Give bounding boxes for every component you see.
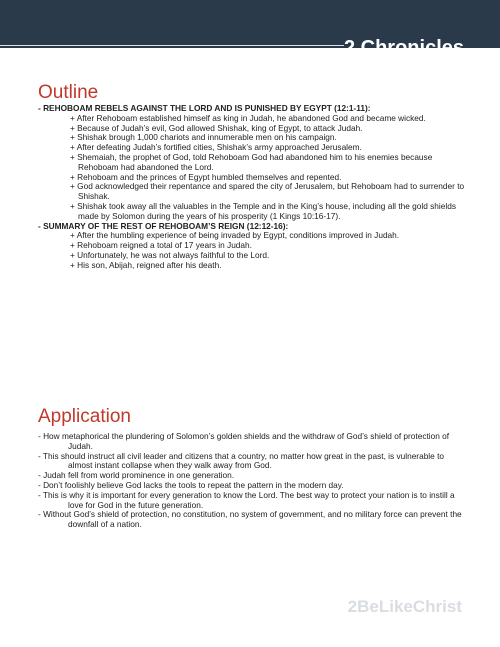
outline-item: + Because of Judah’s evil, God allowed Shishak, king of Egypt, to attack Judah.: [70, 122, 363, 133]
header-divider-line: [0, 45, 344, 46]
outline-item: + Unfortunately, he was not always faithful to the Lord.: [70, 249, 270, 260]
application-title: Application: [38, 406, 131, 427]
book-title: 2 Chronicles: [343, 37, 464, 59]
outline-item: + His son, Abijah, reigned after his death.: [70, 259, 222, 270]
outline-item: + Shemaiah, the prophet of God, told Rehoboam God had abandoned him to his enemies because Rehoboam had abandoned the Lord.: [70, 151, 433, 172]
application-item: - Without God’s shield of protection, no constitution, no system of government, and no military force can prevent the downfall of a nation.: [38, 509, 462, 530]
application-item: - Don’t foolishly believe God lacks the tools to repeat the pattern in the modern day.: [38, 479, 344, 490]
outline-item: + Shishak took away all the valuables in the Temple and in the King’s house, including all the gold shields made by Solomon during the years of his prosperity (1 Kings 10:16-17).: [70, 200, 456, 221]
application-content: [38, 432, 468, 530]
application-item: - Judah fell from world prominence in one generation.: [38, 470, 235, 481]
application-item: - How metaphorical the plundering of Solomon’s golden shields and the withdraw of God’s shield of protection of Judah.: [38, 431, 450, 451]
outline-heading-2: - SUMMARY OF THE REST OF REHOBOAM’S REIGN (12:12-16):: [38, 220, 289, 231]
outline-item: + After Rehoboam established himself as king in Judah, he abandoned God and became wicked.: [70, 112, 426, 123]
application-item: - This is why it is important for every generation to know the Lord. The best way to protect your nation is to instill a love for God in the future generation.: [38, 489, 455, 510]
outline-item: + After the humbling experience of being invaded by Egypt, conditions improved in Judah.: [70, 230, 400, 241]
outline-heading-1: - REHOBOAM REBELS AGAINST THE LORD AND IS PUNISHED BY EGYPT (12:1-11):: [38, 103, 371, 113]
outline-title: Outline: [38, 82, 99, 103]
outline-item: + Shishak brough 1,000 chariots and innumerable men on his campaign.: [70, 132, 337, 143]
watermark-logo: 2BeLikeChrist: [347, 597, 462, 616]
outline-item: + God acknowledged their repentance and spared the city of Jerusalem, but Rehoboam had to surrender to Shishak.: [70, 181, 465, 202]
outline-item: + Rehoboam and the princes of Egypt humbled themselves and repented.: [70, 171, 342, 182]
application-item: - This should instruct all civil leader and citizens that a country, no matter how great in the past, is vulnerable to almost instant collapse when they walk away from God.: [38, 450, 444, 471]
outline-item: + After defeating Judah’s fortified cities, Shishak’s army approached Jerusalem.: [70, 142, 362, 153]
outline-item: + Rehoboam reigned a total of 17 years in Judah.: [70, 240, 252, 251]
outline-content: [38, 104, 468, 271]
